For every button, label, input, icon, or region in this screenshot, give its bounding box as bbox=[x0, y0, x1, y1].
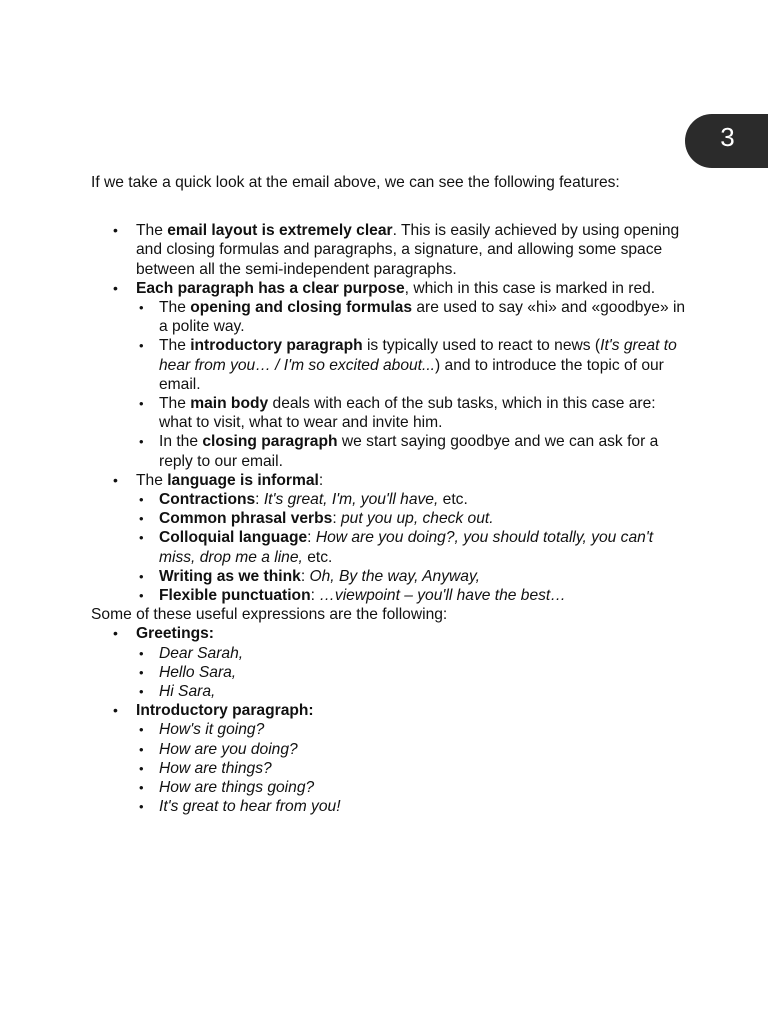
feature-layout-post: . This is easily achieved by using opening and closing formulas and paragraphs, a signature, and allowing some space between all the semi-independent paragraphs. bbox=[136, 222, 680, 278]
language-item-sep: : bbox=[332, 510, 341, 528]
language-item-post: etc. bbox=[438, 491, 468, 509]
feature-layout-bold: email layout is extremely clear bbox=[167, 222, 393, 240]
language-item-post: etc. bbox=[302, 548, 333, 566]
language-item-sep: : bbox=[300, 567, 310, 585]
introductory-item bbox=[136, 720, 691, 739]
purpose-item-closing bbox=[136, 432, 691, 470]
greeting-text: Hello Sara, bbox=[159, 663, 237, 681]
language-item-bold: Writing as we think bbox=[159, 567, 301, 585]
feature-purpose-bold: Each paragraph has a clear purpose bbox=[136, 279, 405, 297]
language-item-italic: How are you doing?, you should totally, you can't miss, drop me a line, bbox=[159, 529, 654, 566]
feature-purpose bbox=[91, 279, 691, 471]
introductory-text: It's great to hear from you! bbox=[159, 798, 341, 816]
language-item-bold: Contractions bbox=[159, 491, 256, 509]
greeting-text: Hi Sara, bbox=[159, 683, 216, 701]
purpose-item-bold: opening and closing formulas bbox=[190, 299, 412, 317]
purpose-item-main-body bbox=[136, 394, 691, 432]
purpose-item-post2: ) and to introduce the topic of our email. bbox=[159, 356, 664, 393]
language-item-sep: : bbox=[307, 529, 316, 547]
feature-purpose-post: , which in this case is marked in red. bbox=[404, 279, 656, 297]
language-item-italic: put you up, check out. bbox=[341, 510, 494, 528]
language-item-punctuation bbox=[136, 586, 691, 605]
language-item-italic: It's great, I'm, you'll have, bbox=[263, 491, 439, 509]
introductory-item bbox=[136, 740, 691, 759]
purpose-item-bold: introductory paragraph bbox=[190, 337, 363, 355]
introductory-item bbox=[136, 778, 691, 797]
intro-paragraph: If we take a quick look at the email above, we can see the following features: bbox=[91, 174, 620, 191]
greetings-sublist bbox=[136, 644, 691, 702]
language-item-phrasal-verbs bbox=[136, 509, 691, 528]
purpose-item-pre: The bbox=[159, 395, 191, 413]
expressions-list bbox=[91, 624, 691, 816]
purpose-sublist bbox=[136, 298, 691, 471]
purpose-item-pre: In the bbox=[159, 433, 203, 451]
introductory-item bbox=[136, 797, 691, 816]
language-item-italic: …viewpoint – you'll have the best… bbox=[319, 587, 566, 605]
language-item-colloquial bbox=[136, 528, 691, 566]
language-item-bold: Colloquial language bbox=[159, 529, 308, 547]
purpose-item-pre: The bbox=[159, 337, 191, 355]
purpose-item-introductory bbox=[136, 336, 691, 394]
introductory-heading: Introductory paragraph: bbox=[136, 702, 314, 720]
expressions-greetings bbox=[91, 624, 691, 701]
expressions-introductory bbox=[91, 701, 691, 816]
introductory-item bbox=[136, 759, 691, 778]
feature-layout-pre: The bbox=[136, 222, 168, 240]
greeting-item bbox=[136, 644, 691, 663]
purpose-item-post: are used to say «hi» and «goodbye» in a polite way. bbox=[159, 299, 686, 336]
introductory-text: How are you doing? bbox=[159, 740, 298, 758]
greetings-heading: Greetings: bbox=[136, 625, 214, 643]
language-sublist bbox=[136, 490, 691, 605]
expressions-intro: Some of these useful expressions are the following: bbox=[91, 606, 448, 624]
page-number-tab bbox=[685, 114, 768, 168]
introductory-sublist bbox=[136, 720, 691, 816]
language-item-bold: Flexible punctuation bbox=[159, 587, 311, 605]
greeting-text: Dear Sarah, bbox=[159, 644, 244, 662]
introductory-text: How's it going? bbox=[159, 721, 265, 739]
language-item-bold: Common phrasal verbs bbox=[159, 510, 333, 528]
purpose-item-italic: It's great to hear from you… / I'm so excited about... bbox=[159, 337, 677, 374]
introductory-text: How are things? bbox=[159, 759, 272, 777]
greeting-item bbox=[136, 663, 691, 682]
introductory-text: How are things going? bbox=[159, 779, 315, 797]
purpose-item-bold: main body bbox=[190, 395, 269, 413]
greeting-item bbox=[136, 682, 691, 701]
language-item-italic: Oh, By the way, Anyway, bbox=[309, 567, 480, 585]
language-item-sep: : bbox=[255, 491, 264, 509]
purpose-item-post: we start saying goodbye and we can ask for a reply to our email. bbox=[159, 433, 659, 470]
feature-language-pre: The bbox=[136, 471, 168, 489]
purpose-item-formulas bbox=[136, 298, 691, 336]
purpose-item-bold: closing paragraph bbox=[202, 433, 338, 451]
language-item-sep: : bbox=[310, 587, 320, 605]
feature-layout bbox=[91, 221, 691, 279]
purpose-item-pre: The bbox=[159, 299, 191, 317]
language-item-contractions bbox=[136, 490, 691, 509]
document-body bbox=[91, 173, 691, 817]
feature-language bbox=[91, 471, 691, 605]
language-item-writing bbox=[136, 567, 691, 586]
features-list bbox=[91, 221, 691, 605]
feature-language-post: : bbox=[318, 471, 324, 489]
feature-language-bold: language is informal bbox=[167, 471, 319, 489]
page-number: 3 bbox=[720, 122, 735, 152]
purpose-item-post: is typically used to react to news ( bbox=[362, 337, 601, 355]
purpose-item-post: deals with each of the sub tasks, which in this case are: what to visit, what to wear and invite him. bbox=[159, 395, 656, 432]
